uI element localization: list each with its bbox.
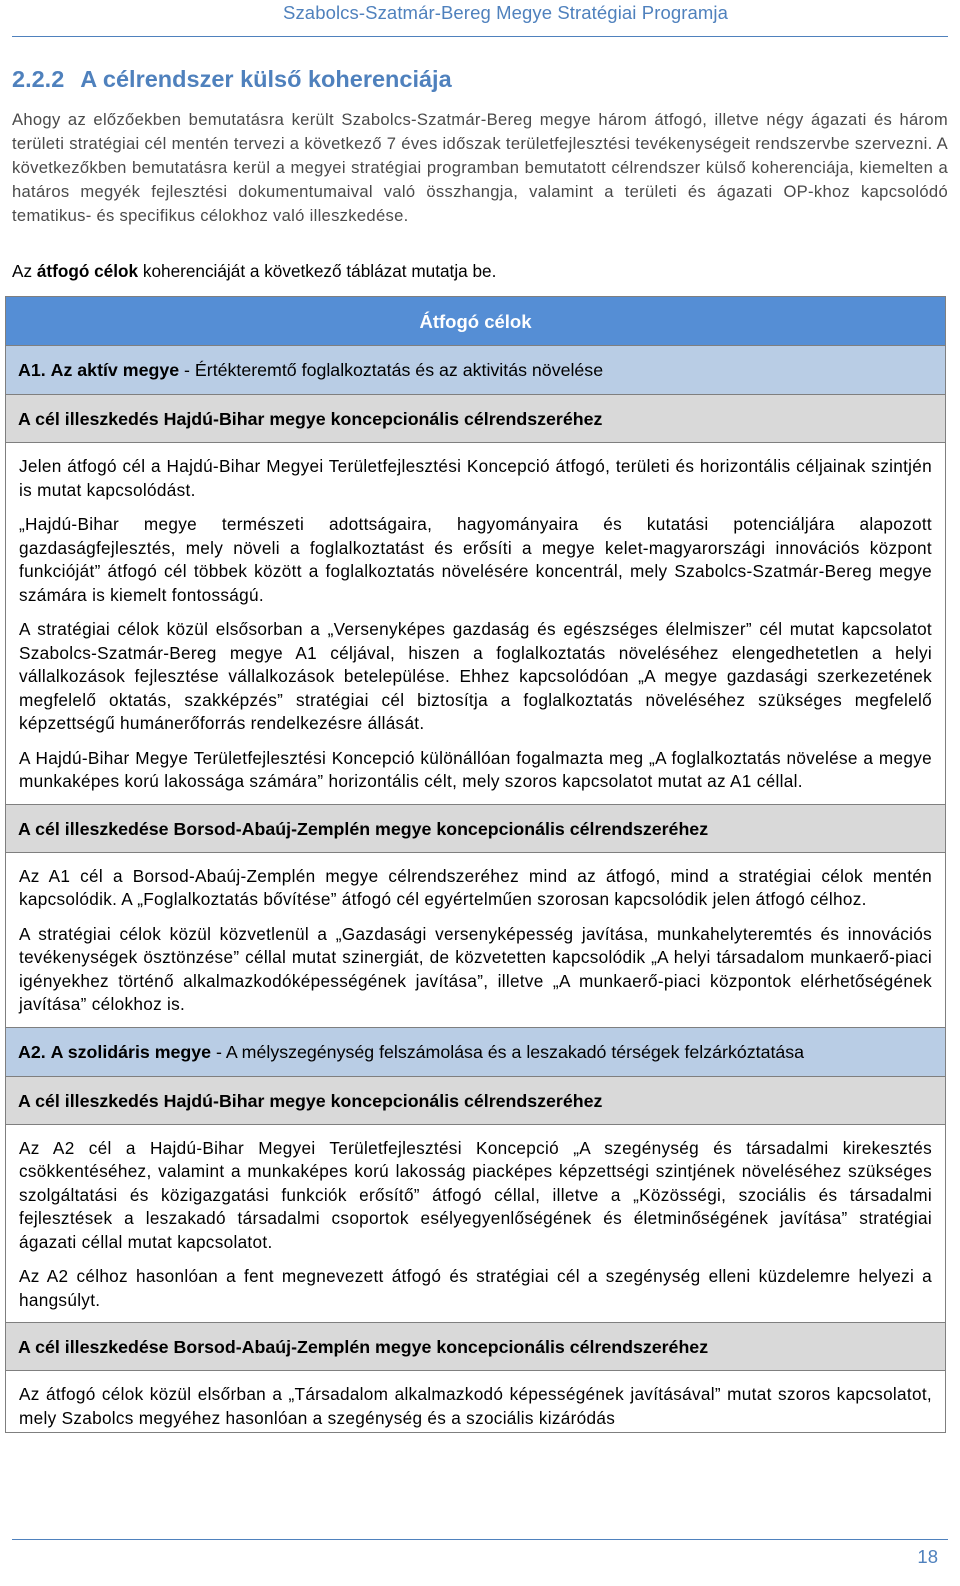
a1-hb-paragraph-3: A stratégiai célok közül elsősorban a „Versenyképes gazdaság és egészséges élelmiszer” cél mutat kapcsolatot Szabolcs-Szatmár-Bereg megye A1 céljával, hiszen a foglalkoztatás növeléséhez elengedhetetlen a helyi vállalkozások fejlesztése vállalkozások betelepülése. Ehhez kapcsolódóan „A megye gazdasági szerkezetének megfelelő oktatás, szakképzés” stratégiai cél biztosítja a foglalkoztatás növeléséhez szükséges megfelelő képzettségű humánerőforrás rendelkezésre állását.: [19, 619, 932, 733]
lead-prefix: Az: [12, 261, 37, 281]
a1-borsod-body: [6, 853, 945, 1028]
running-header: Szabolcs-Szatmár-Bereg Megye Stratégiai Programja: [283, 2, 728, 23]
a2-borsod-body: [6, 1371, 945, 1432]
lead-suffix: koherenciáját a következő táblázat mutatja be.: [138, 261, 497, 281]
a1-hajdu-bihar-heading: A cél illeszkedés Hajdú-Bihar megye koncepcionális célrendszeréhez: [6, 395, 945, 443]
goals-table: [5, 296, 946, 1433]
a2-baz-paragraph: Az átfogó célok közül elsőrban a „Társadalom alkalmazkodó képességének javításával” mutat szoros kapcsolatot, mely Szabolcs megyéhez hasonlóan a szegénység és a szociális kizáródás: [19, 1384, 932, 1428]
a1-hajdu-bihar-body: [6, 443, 945, 805]
section-heading: [12, 66, 452, 93]
goal-a1-description: - Értékteremtő foglalkoztatás és az aktivitás növelése: [179, 360, 604, 380]
table-title: Átfogó célok: [6, 297, 945, 346]
page-number: 18: [917, 1546, 938, 1567]
goal-a2-row: [6, 1028, 945, 1077]
goal-a2-description: - A mélyszegénység felszámolása és a leszakadó térségek felzárkóztatása: [211, 1041, 805, 1062]
footer-rule: [12, 1539, 948, 1540]
goal-a2-name: A szolidáris megye: [50, 1041, 212, 1062]
a1-baz-paragraph-2: A stratégiai célok közül közvetlenül a „Gazdasági versenyképesség javítása, munkahelyteremtés és innovációs tevékenységek ösztönzése” céllal mutat szinergiát, de közvetetten kapcsolódik „A helyi társadalom munkaerő-piaci igényekhez történő alkalmazkodóképességének javítása”, illetve „A munkaerő-piaci központok elérhetőségének javítása” célokhoz is.: [19, 923, 932, 1014]
goal-a1-name: Az aktív megye: [50, 360, 180, 380]
a1-hb-paragraph-4: A Hajdú-Bihar Megye Területfejlesztési Koncepció különállóan fogalmazta meg „A foglalkoztatás növelése a megye munkaképes korú lakossága számára” horizontális célt, mely szoros kapcsolatot mutat az A1 céllal.: [19, 747, 932, 791]
a1-hb-paragraph-2: „Hajdú-Bihar megye természeti adottságaira, hagyományaira és kutatási potenciáljára alapozott gazdaságfejlesztés, mely növeli a foglalkoztatást és erősíti a megye kelet-magyarországi innovációs központ funkcióját” átfogó cél többek között a foglalkoztatás növelésére koncentrál, mely Szabolcs-Szatmár-Bereg megye számára is kiemelt fontosságú.: [19, 514, 932, 605]
lead-sentence: [12, 259, 948, 283]
a1-hb-paragraph-1: Jelen átfogó cél a Hajdú-Bihar Megyei Területfejlesztési Koncepció átfogó, területi és horizontális céljainak szintjén is mutat kapcsolódást.: [19, 456, 932, 500]
lead-bold: átfogó célok: [36, 261, 139, 281]
intro-text: [12, 108, 948, 228]
section-number: 2.2.2: [12, 66, 65, 92]
intro-paragraph: Ahogy az előzőekben bemutatásra került Szabolcs-Szatmár-Bereg megye három átfogó, illetve négy ágazati és három területi stratégiai cél mentén tervezi a következő 7 éves időszak területfejlesztési tevékenységeit rendszervbe szervezni. A következőkben bemutatásra kerül a megyei stratégiai programban bemutatott célrendszer külső koherenciája, kiemelten a határos megyék fejlesztési dokumentumaival való összhangja, valamint a területi és ágazati OP-khoz kapcsolódó tematikus- és specifikus célokhoz való illeszkedése.: [12, 110, 948, 225]
header-rule: [12, 36, 948, 37]
a1-borsod-heading: A cél illeszkedése Borsod-Abaúj-Zemplén megye koncepcionális célrendszeréhez: [6, 805, 945, 853]
a2-borsod-heading: A cél illeszkedése Borsod-Abaúj-Zemplén megye koncepcionális célrendszeréhez: [6, 1323, 945, 1371]
a2-hajdu-bihar-heading: A cél illeszkedés Hajdú-Bihar megye koncepcionális célrendszeréhez: [6, 1077, 945, 1125]
goal-a1-code: A1.: [18, 360, 46, 380]
a2-hb-paragraph-2: Az A2 célhoz hasonlóan a fent megnevezett átfogó és stratégiai cél a szegénység elleni küzdelemre helyezi a hangsúlyt.: [19, 1266, 932, 1310]
section-title: A célrendszer külső koherenciája: [80, 66, 452, 92]
a2-hajdu-bihar-body: [6, 1125, 945, 1324]
a2-hb-paragraph-1: Az A2 cél a Hajdú-Bihar Megyei Területfejlesztési Koncepció „A szegénység és társadalmi kirekesztés csökkentéséhez, valamint a munkaképes korú lakosság piacképes képzettségi szintjének növeléséhez szükséges szolgáltatási és közigazgatási funkciók erősítő” átfogó céllal, illetve a „Közösségi, szociális és társadalmi fejlesztések a leszakadó társadalmi csoportok esélyegyenlőségének és életminőségének javítása” stratégiai ágazati céllal mutat kapcsolatot.: [19, 1137, 932, 1252]
goal-a2-code: A2.: [18, 1041, 46, 1062]
goal-a1-row: [6, 346, 945, 395]
a1-baz-paragraph-1: Az A1 cél a Borsod-Abaúj-Zemplén megye célrendszeréhez mind az átfogó, mind a stratégiai célok mentén kapcsolódik. A „Foglalkoztatás bővítése” átfogó cél egyértelműen szorosan kapcsolódik jelen átfogó célhoz.: [19, 865, 932, 909]
